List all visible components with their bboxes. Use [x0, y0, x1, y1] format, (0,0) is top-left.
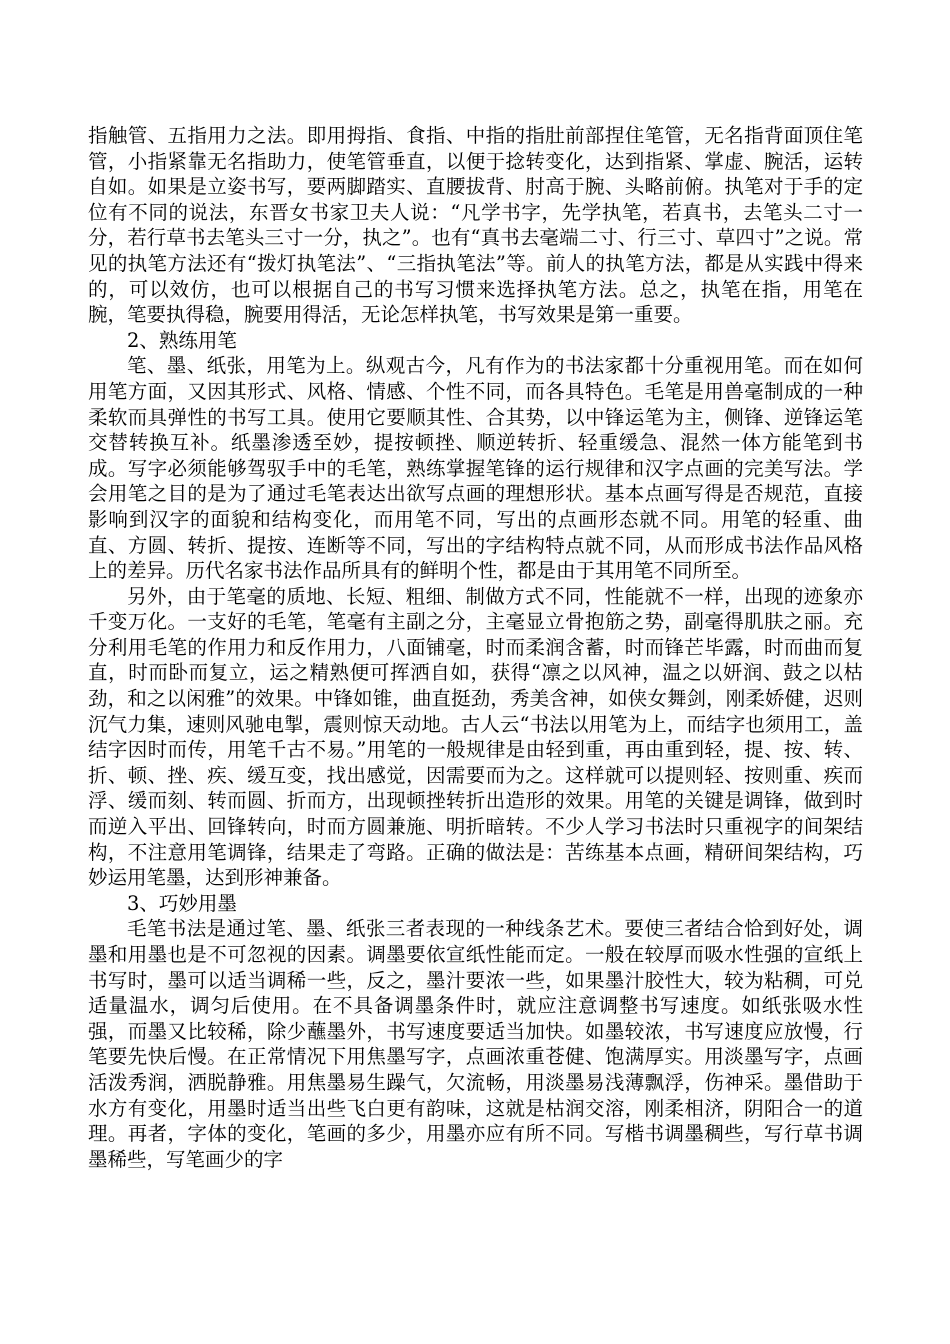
section-heading-ink-use: 3、巧妙用墨 — [127, 891, 237, 915]
paragraph-brush-qualities: 另外，由于笔毫的质地、长短、粗细、制做方式不同，性能就不一样，出现的迹象亦千变万化。一支好的毛笔，笔毫有主副之分，主毫显立骨抱筋之势，副毫得肌肤之丽。充分利用毛笔的作用力和反作用力，八面铺毫，时而柔润含蓄，时而锋芒毕露，时而曲而复直，时而卧而复立，运之精熟便可挥洒自如，获得“凛之以风神，温之以妍润、鼓之以枯劲，和之以闲雅”的效果。中锋如锥，曲直挺劲，秀美含神，如侠女舞剑，刚柔娇健，迟则沉气力集，速则风驰电掣，震则惊天动地。古人云“书法以用笔为上，而结字也须用工，盖结字因时而传，用笔千古不易。”用笔的一般规律是由轻到重，再由重到轻，提、按、转、折、顿、挫、疾、缓互变，找出感觉，因需要而为之。这样就可以提则轻、按则重、疾而浮、缓而刻、转而圆、折而方，出现顿挫转折出造形的效果。用笔的关键是调锋，做到时而逆入平出、回锋转向，时而方圆兼施、明折暗转。不少人学习书法时只重视字的间架结构，不注意用笔调锋，结果走了弯路。正确的做法是：苦练基本点画，精研间架结构，巧妙运用笔墨，达到形神兼备。 — [88, 584, 863, 890]
paragraph-ink-technique: 毛笔书法是通过笔、墨、纸张三者表现的一种线条艺术。要使三者结合恰到好处，调墨和用墨也是不可忽视的因素。调墨要依宣纸性能而定。一般在较厚而吸水性强的宣纸上书写时，墨可以适当调稀一些，反之，墨汁要浓一些，如果墨汁胶性大，较为粘稠，可兑适量温水，调匀后使用。在不具备调墨条件时，就应注意调整书写速度。如纸张吸水性强，而墨又比较稀，除少蘸墨外，书写速度要适当加快。如墨较浓，书写速度应放慢，行笔要先快后慢。在正常情况下用焦墨写字，点画浓重苍健、饱满厚实。用淡墨写字，点画活泼秀润，洒脱静雅。用焦墨易生躁气，欠流畅，用淡墨易浅薄飘浮，伤神采。墨借助于水方有变化，用墨时适当出些飞白更有韵味，这就是枯润交溶，刚柔相济，阴阳合一的道理。再者，字体的变化，笔画的多少，用墨亦应有所不同。写楷书调墨稠些，写行草书调墨稀些，写笔画少的字 — [88, 917, 863, 1171]
paragraph-brush-technique: 笔、墨、纸张，用笔为上。纵观古今，凡有作为的书法家都十分重视用笔。而在如何用笔方面，又因其形式、风格、情感、个性不同，而各具特色。毛笔是用兽毫制成的一种柔软而具弹性的书写工具。使用它要顺其性、合其势，以中锋运笔为主，侧锋、逆锋运笔交替转换互补。纸墨渗透至妙，提按顿挫、顺逆转折、轻重缓急、混然一体方能笔到书成。写字必须能够驾驭手中的毛笔，熟练掌握笔锋的运行规律和汉字点画的完美写法。学会用笔之目的是为了通过毛笔表达出欲写点画的理想形状。基本点画写得是否规范，直接影响到汉字的面貌和结构变化，而用笔不同，写出的点画形态就不同。用笔的轻重、曲直、方圆、转折、提按、连断等不同，写出的字结构特点就不同，从而形成书法作品风格上的差异。历代名家书法作品所具有的鲜明个性，都是由于其用笔不同所至。 — [88, 354, 863, 583]
section-heading-brush-use: 2、熟练用笔 — [127, 328, 237, 352]
document-body — [88, 123, 863, 1172]
paragraph-grip-method: 指触管、五指用力之法。即用拇指、食指、中指的指肚前部捏住笔管，无名指背面顶住笔管，小指紧靠无名指助力，使笔管垂直，以便于捻转变化，达到指紧、掌虚、腕活，运转自如。如果是立姿书写，要两脚踏实、直腰拔背、肘高于腕、头略前俯。执笔对于手的定位有不同的说法，东晋女书家卫夫人说：“凡学书字，先学执笔，若真书，去笔头二寸一分，若行草书去笔头三寸一分，执之”。也有“真书去毫端二寸、行三寸、草四寸”之说。常见的执笔方法还有“拨灯执笔法”、“三指执笔法”等。前人的执笔方法，都是从实践中得来的，可以效仿，也可以根据自己的书写习惯来选择执笔方法。总之，执笔在指，用笔在腕，笔要执得稳，腕要用得活，无论怎样执笔，书写效果是第一重要。 — [88, 124, 863, 327]
